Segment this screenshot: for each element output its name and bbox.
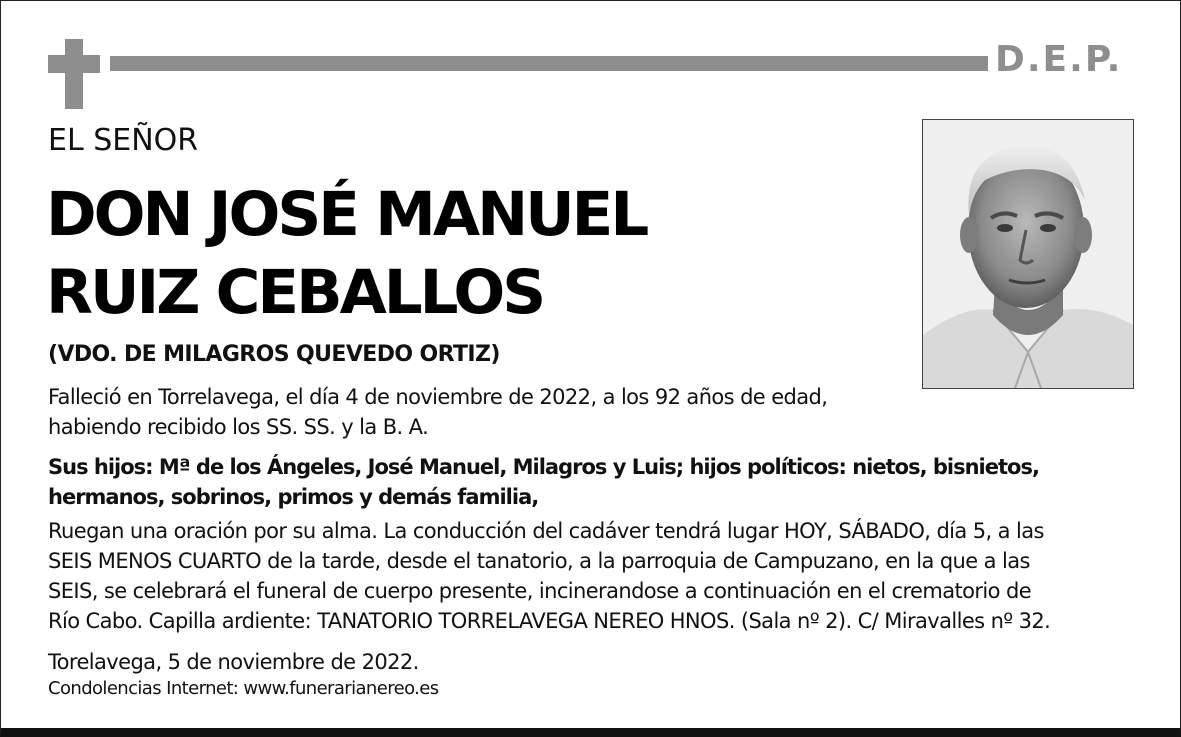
dep-label: D.E.P. xyxy=(995,39,1123,80)
family-line: Sus hijos: Mª de los Ángeles, José Manuel, Milagros y Luis; hijos políticos: nietos, bisnietos, xyxy=(48,455,1039,479)
service-line: Ruegan una oración por su alma. La conducción del cadáver tendrá lugar HOY, SÁBADO, día 5, a las xyxy=(48,519,1044,543)
death-paragraph xyxy=(48,382,827,442)
portrait-photo xyxy=(922,119,1134,389)
death-line: Falleció en Torrelavega, el día 4 de noviembre de 2022, a los 92 años de edad, xyxy=(48,385,828,409)
deceased-name xyxy=(46,176,646,332)
service-line: SEIS MENOS CUARTO de la tarde, desde el tanatorio, a la parroquia de Campuzano, en la que a las xyxy=(48,549,1030,573)
widow-note: (VDO. DE MILAGROS QUEVEDO ORTIZ) xyxy=(48,342,500,367)
family-line: hermanos, sobrinos, primos y demás familia, xyxy=(48,485,539,509)
header-rule xyxy=(110,56,988,71)
deceased-name-line1: DON JOSÉ MANUEL xyxy=(46,179,647,250)
family-paragraph xyxy=(48,452,1039,512)
service-line: SEIS, se celebrará el funeral de cuerpo presente, incinerandose a continuación en el crematorio de xyxy=(48,579,1032,603)
portrait-illustration xyxy=(923,120,1133,388)
condolences-line: Condolencias Internet: www.funerarianereo.es xyxy=(48,678,439,699)
service-paragraph xyxy=(48,516,1050,636)
death-line: habiendo recibido los SS. SS. y la B. A. xyxy=(48,415,429,439)
place-date: Torelavega, 5 de noviembre de 2022. xyxy=(48,650,419,674)
service-line: Río Cabo. Capilla ardiente: TANATORIO TORRELAVEGA NEREO HNOS. (Sala nº 2). C/ Miravalles nº 32. xyxy=(48,609,1051,633)
honorific-prefix: EL SEÑOR xyxy=(48,123,199,158)
deceased-name-line2: RUIZ CEBALLOS xyxy=(46,257,544,328)
